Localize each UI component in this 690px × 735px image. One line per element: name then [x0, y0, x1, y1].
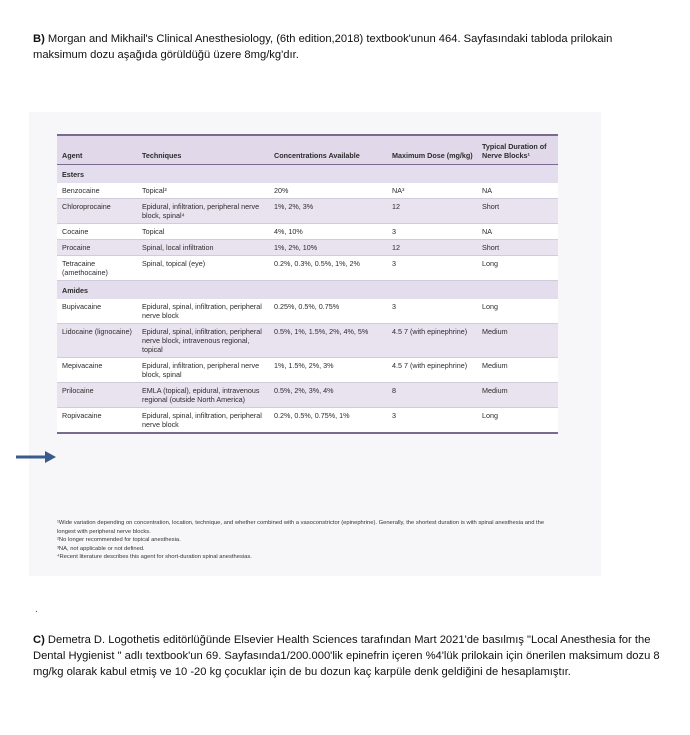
table-row — [57, 256, 558, 281]
cell-concentrations: 4%, 10% — [269, 224, 387, 240]
paragraph-c-label: C) — [33, 634, 45, 646]
table-row — [57, 358, 558, 383]
table-row — [57, 383, 558, 408]
section-row — [57, 281, 558, 300]
cell-duration: Medium — [477, 324, 558, 358]
cell-duration: NA — [477, 224, 558, 240]
paragraph-c — [33, 632, 665, 680]
table-row — [57, 183, 558, 199]
table-row — [57, 224, 558, 240]
cell-techniques: Topical — [137, 224, 269, 240]
cell-techniques: Topical² — [137, 183, 269, 199]
cell-techniques: Epidural, infiltration, peripheral nerve block, spinal⁴ — [137, 199, 269, 224]
cell-max-dose: NA³ — [387, 183, 477, 199]
cell-techniques: Epidural, spinal, infiltration, peripheral nerve block — [137, 299, 269, 324]
cell-agent: Lidocaine (lignocaine) — [57, 324, 137, 358]
footnote: ⁴Recent literature describes this agent for short-duration spinal anesthesias. — [57, 554, 252, 561]
table-row — [57, 408, 558, 434]
cell-concentrations: 0.2%, 0.5%, 0.75%, 1% — [269, 408, 387, 434]
header-duration: Typical Duration of Nerve Blocks¹ — [477, 135, 558, 165]
section-title: Esters — [57, 165, 558, 184]
cell-max-dose: 8 — [387, 383, 477, 408]
table-row — [57, 199, 558, 224]
cell-techniques: Spinal, local infiltration — [137, 240, 269, 256]
cell-duration: Long — [477, 299, 558, 324]
footnote: ²No longer recommended for topical anesthesia. — [57, 537, 181, 544]
cell-max-dose: 12 — [387, 199, 477, 224]
cell-duration: Long — [477, 256, 558, 281]
cell-agent: Prilocaine — [57, 383, 137, 408]
header-agent: Agent — [57, 135, 137, 165]
cell-techniques: Spinal, topical (eye) — [137, 256, 269, 281]
cell-max-dose: 4.5 7 (with epinephrine) — [387, 358, 477, 383]
cell-concentrations: 0.5%, 1%, 1.5%, 2%, 4%, 5% — [269, 324, 387, 358]
cell-concentrations: 1%, 1.5%, 2%, 3% — [269, 358, 387, 383]
cell-agent: Mepivacaine — [57, 358, 137, 383]
cell-agent: Cocaine — [57, 224, 137, 240]
cell-max-dose: 12 — [387, 240, 477, 256]
section-title: Amides — [57, 281, 558, 300]
table-footnotes — [57, 519, 562, 562]
cell-max-dose: 4.5 7 (with epinephrine) — [387, 324, 477, 358]
cell-concentrations: 0.5%, 2%, 3%, 4% — [269, 383, 387, 408]
cell-concentrations: 0.2%, 0.3%, 0.5%, 1%, 2% — [269, 256, 387, 281]
paragraph-c-text: Demetra D. Logothetis editörlüğünde Elsevier Health Sciences tarafından Mart 2021'de basılmış "Local Anesthesia for the Dental Hygienist " adlı textbook'un 69. Sayfasında1/200.000'lik epinefrin içeren %4'lük prilokain için önerilen maksimum dozu 8 mg/kg olarak kabul etmiş ve 10 -20 kg çocuklar için de bu dozun kaç karpüle denk geldiğini de hesaplamıştır. — [33, 634, 660, 678]
arrow-right-icon — [16, 451, 56, 463]
paragraph-b — [33, 31, 653, 63]
cell-techniques: Epidural, spinal, infiltration, peripheral nerve block, intravenous regional, topical — [137, 324, 269, 358]
table-header-row — [57, 135, 558, 165]
cell-concentrations: 0.25%, 0.5%, 0.75% — [269, 299, 387, 324]
cell-max-dose: 3 — [387, 224, 477, 240]
cell-agent: Chloroprocaine — [57, 199, 137, 224]
cell-agent: Benzocaine — [57, 183, 137, 199]
cell-techniques: Epidural, infiltration, peripheral nerve block, spinal — [137, 358, 269, 383]
cell-concentrations: 20% — [269, 183, 387, 199]
cell-techniques: EMLA (topical), epidural, intravenous regional (outside North America) — [137, 383, 269, 408]
table-row — [57, 240, 558, 256]
cell-duration: Medium — [477, 358, 558, 383]
cell-max-dose: 3 — [387, 408, 477, 434]
cell-agent: Bupivacaine — [57, 299, 137, 324]
cell-techniques: Epidural, spinal, infiltration, peripheral nerve block — [137, 408, 269, 434]
cell-duration: Long — [477, 408, 558, 434]
footnote: ³NA, not applicable or not defined. — [57, 545, 145, 552]
paragraph-b-label: B) — [33, 33, 45, 45]
cell-concentrations: 1%, 2%, 3% — [269, 199, 387, 224]
cell-max-dose: 3 — [387, 256, 477, 281]
table-row — [57, 324, 558, 358]
stray-dot: . — [35, 604, 38, 615]
section-row — [57, 165, 558, 184]
cell-max-dose: 3 — [387, 299, 477, 324]
cell-concentrations: 1%, 2%, 10% — [269, 240, 387, 256]
cell-duration: Medium — [477, 383, 558, 408]
header-techniques: Techniques — [137, 135, 269, 165]
paragraph-b-text: Morgan and Mikhail's Clinical Anesthesiology, (6th edition,2018) textbook'unun 464. Sayfasındaki tabloda prilokain maksimum dozu aşağıda görüldüğü üzere 8mg/kg'dır. — [33, 33, 613, 61]
table-row — [57, 299, 558, 324]
cell-agent: Ropivacaine — [57, 408, 137, 434]
cell-agent: Procaine — [57, 240, 137, 256]
cell-agent: Tetracaine (amethocaine) — [57, 256, 137, 281]
cell-duration: NA — [477, 183, 558, 199]
cell-duration: Short — [477, 240, 558, 256]
header-max-dose: Maximum Dose (mg/kg) — [387, 135, 477, 165]
local-anesthetics-table — [57, 134, 558, 434]
header-concentrations: Concentrations Available — [269, 135, 387, 165]
cell-duration: Short — [477, 199, 558, 224]
footnote: ¹Wide variation depending on concentration, location, technique, and whether combined with a vasoconstrictor (epinephrine). Generally, the shortest duration is with spinal anesthesia and the longest with peripheral nerve blocks. — [57, 520, 545, 535]
